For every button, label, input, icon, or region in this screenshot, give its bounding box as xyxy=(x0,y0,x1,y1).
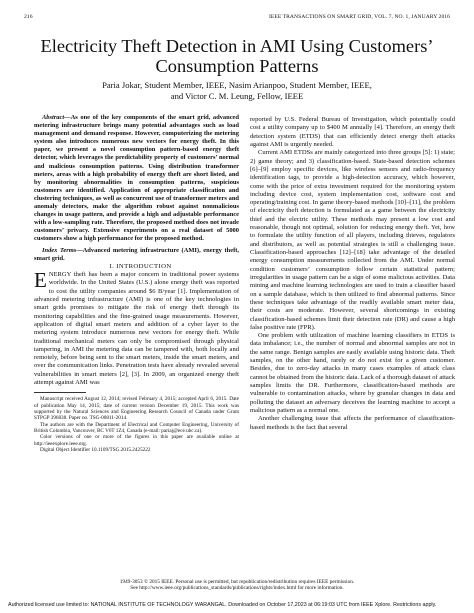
page-number: 216 xyxy=(24,14,33,20)
footnote-received: Manuscript received August 12, 2014; revised February 4, 2015; accepted April 6, 2015. Date of publication May 14, 2015; date of current version December 19, 2015. This work was supported by the Natural Sciences and Engineering Research Council of Canada under Grant STPGP 396838. Paper no. TSG-00811-2014. xyxy=(34,396,239,422)
section-heading-introduction: I. INTRODUCTION xyxy=(109,262,172,270)
index-terms-lead: Index Terms— xyxy=(42,246,83,254)
footnote-divider xyxy=(34,392,86,393)
index-terms-text: Advanced metering infrastructure (AMI), energy theft, smart grid. xyxy=(34,246,239,262)
abstract-lead: Abstract— xyxy=(42,114,71,121)
abstract xyxy=(34,114,239,244)
author-line-1: Paria Jokar, Student Member, IEEE, Nasim Arianpoo, Student Member, IEEE, xyxy=(102,80,372,90)
footnotes xyxy=(34,396,239,453)
footnote-affiliation: The authors are with the Department of Electrical and Computer Engineering, University of British Columbia, Vancouver, BC V6T 1Z4, Canada (e-mail: pariaj@ece.ubc.ca). xyxy=(34,421,239,435)
intro-paragraph-text: NERGY theft has been a major concern in traditional power systems worldwide. In the United States (U.S.) alone energy theft was reported to cost the utility companies around $6 B/year [1]. Implementation of advanced metering infrastructure (AMI) is one of the key technologies in smart grids promises to mitigate the risk of energy theft through its monitoring capabilities and the fine-grained usage measurements. However, application of digital smart meters and addition of a cyber layer to the metering system introduce numerous new vectors for energy theft. While traditional mechanical meters can only be compromised through physical tampering, in AMI the metering data can be tampered with, both locally and remotely, before being sent to the smart meters, inside the smart meters, and over the communication links. Penetration tests have already revealed several vulnerabilities in smart meters [2], [3]. In 2009, an organized energy theft attempt against AMI was xyxy=(34,271,239,387)
intro-paragraph xyxy=(34,268,239,387)
body-paragraph: reported by U.S. Federal Bureau of Investigation, which potentially could cost a utility company up to $400 M annually [4]. Therefore, an energy theft detection system (ETDS) that can efficiently detect energy theft attacks against AMI is urgently needed. xyxy=(250,116,455,148)
copyright-line-1: 1949-3053 © 2015 IEEE. Personal use is permitted, but republication/redistribution requires IEEE permission. xyxy=(119,579,355,585)
body-paragraph: One problem with utilization of machine learning classifiers in ETDS is data imbalance; i.e., the number of normal and abnormal samples are not in the same range. Benign samples are easily available using historic data. Theft samples, on the other hand, rarely or do not exist for a given customer. Besides, due to zero-day attacks in many cases examples of attack class cannot be obtained from the historic data. Lack of a thorough dataset of attack samples limits the DR. Furthermore, classification-based methods are vulnerable to contamination attacks, where by granular changes in data and polluting the dataset an adversary deceives the learning machine to accept a malicious pattern as a normal one. xyxy=(250,332,455,414)
download-disclaimer: Authorized licensed use limited to: NATIONAL INSTITUTE OF TECHNOLOGY WARANGAL. Downloaded on October 17,2023 at 06:19:03 UTC from IEEE Xplore. Restrictions apply. xyxy=(8,602,437,608)
right-column xyxy=(250,116,455,432)
author-list xyxy=(24,80,450,102)
body-paragraph: Another challenging issue that affects the performance of classification-based methods is the fact that several xyxy=(250,415,455,431)
abstract-text: As one of the key components of the smart grid, advanced metering infrastructure brings many potential advantages such as load management and demand response. However, computerizing the metering system also introduces numerous new vectors for energy theft. In this paper, we present a novel consumption pattern-based energy theft detector, which leverages the predictability property of customers’ normal and malicious consumption patterns. Using distribution transformer meters, areas with a high probability of energy theft are short listed, and by monitoring abnormalities in consumption patterns, suspicious customers are identified. Application of appropriate classification and clustering techniques, as well as concurrent use of transformer meters and anomaly detectors, make the algorithm robust against nonmalicious changes in usage pattern, and provide a high and adjustable performance with a low-sampling rate. Therefore, the proposed method does not invade customers’ privacy. Extensive experiments on a real dataset of 5000 customers show a high performance for the proposed method. xyxy=(34,114,239,243)
drop-cap: E xyxy=(34,268,47,292)
paper-title: Electricity Theft Detection in AMI Using Customers’ Consumption Patterns xyxy=(40,36,434,76)
copyright-line-2: See http://www.ieee.org/publications_standards/publications/rights/index.html for more information. xyxy=(130,585,344,592)
footnote-doi: Digital Object Identifier 10.1109/TSG.2015.2425222 xyxy=(40,447,151,454)
index-terms xyxy=(34,247,239,263)
author-line-2: and Victor C. M. Leung, Fellow, IEEE xyxy=(170,91,304,101)
body-paragraph: Current AMI ETDSs are mainly categorized into three groups [5]: 1) state; 2) game theory; and 3) classification-based. State-based detection schemes [6]–[9] employ specific devices, like wireless sensors and radio-frequency identification tags, to provide a high-detection accuracy, which however, come with the price of extra investment required for the monitoring system including device cost, system implementation cost, software cost and operating/training cost. In game theory-based methods [10]–[11], the problem of electricity theft detection is formulated as a game between the electricity thief and the electric utility. These methods may present a low cost and reasonable, though not optimal, solution for reducing energy theft. Yet, how to formulate the utility function of all players, including thieves, regulators and distributors, as well as potential strategies is still a challenging issue. Classification-based approaches [12]–[18] take advantage of the detailed energy consumption measurements collected from the AMI. Under normal condition customers’ consumption follow certain statistical pattern; irregularities in usage pattern can be a sign of some malicious activities. Data mining and machine learning technologies are used to train a classifier based on a sample database, which is then utilized to find abnormal patterns. Since these techniques take advantage of the readily available smart meter data, their costs are moderate. However, several shortcomings in existing classification-based schemes limit their detection rate (DR) and cause a high false positive rate (FPR). xyxy=(250,149,455,331)
journal-name: IEEE TRANSACTIONS ON SMART GRID, VOL. 7, NO. 1, JANUARY 2016 xyxy=(269,14,450,20)
footnote-color: Color versions of one or more of the figures in this paper are available online at http://ieeexplore.ieee.org. xyxy=(34,434,239,447)
left-column xyxy=(34,114,239,453)
copyright-notice xyxy=(24,579,450,592)
